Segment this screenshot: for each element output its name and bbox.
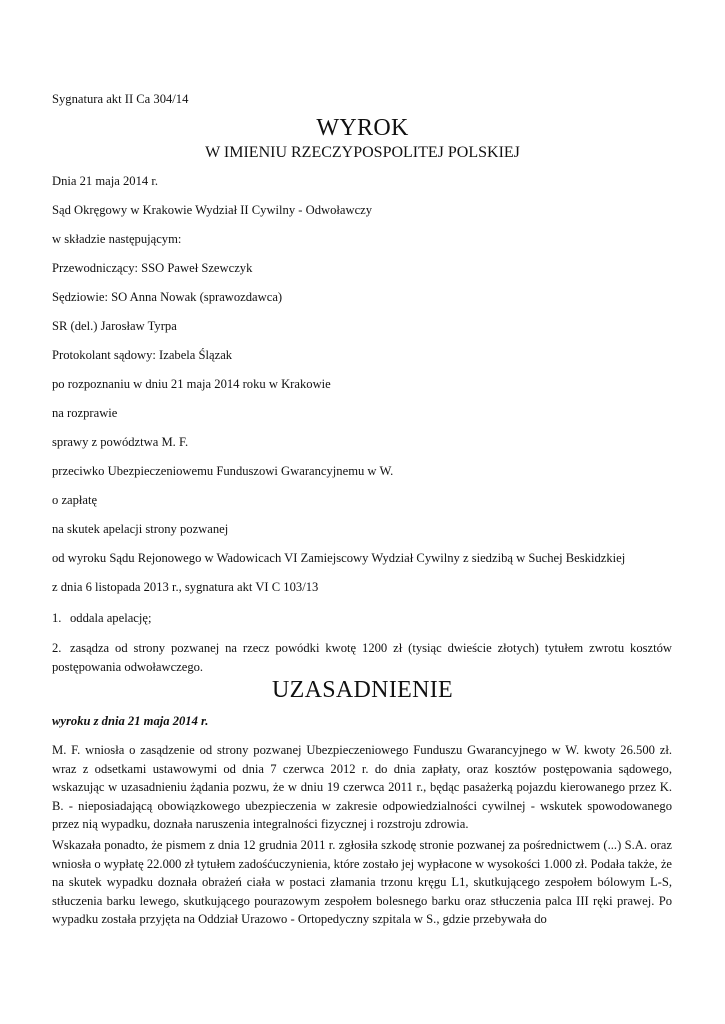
case-signature: Sygnatura akt II Ca 304/14 — [52, 92, 189, 106]
header-line: w składzie następującym: — [52, 232, 182, 246]
header-line: przeciwko Ubezpieczeniowemu Funduszowi Gwarancyjnemu w W. — [52, 464, 394, 478]
justification-paragraph: Wskazała ponadto, że pismem z dnia 12 grudnia 2011 r. zgłosiła szkodę stronie pozwanej za pośrednictwem (...) S.A. oraz wniosła o wypłatę 22.000 zł tytułem zadośćuczynienia, które zostało jej wypłacone w wysokości 1.000 zł. Podała także, że na skutek wypadku doznała obrażeń ciała w postaci złamania trzonu kręgu L1, skutkującego zespołem bólowym L-S, stłuczenia barku lewego, skutkującego pourazowym zespołem bolesnego barku oraz stłuczenia palca III ręki prawej. Po wypadku została przyjęta na Oddział Urazowo - Ortopedyczny szpitala w S., gdzie przebywała do — [52, 838, 672, 927]
justification-subtitle: wyroku z dnia 21 maja 2014 r. — [52, 714, 209, 728]
header-line: od wyroku Sądu Rejonowego w Wadowicach VI Zamiejscowy Wydział Cywilny z siedzibą w Suchej Beskidzkiej — [52, 551, 626, 565]
judgment-title: WYROK — [316, 115, 409, 141]
header-line: na rozprawie — [52, 406, 118, 420]
ruling-item — [52, 610, 151, 626]
justification-paragraph: M. F. wniosła o zasądzenie od strony pozwanej Ubezpieczeniowego Funduszu Gwarancyjnego w W. kwoty 26.500 zł. wraz z odsetkami ustawowymi od dnia 7 czerwca 2012 r. do dnia zapłaty, oraz kosztów postępowania sądowego, wskazując w uzasadnieniu żądania pozwu, że w dniu 19 czerwca 2011 r., będąc pasażerką pojazdu kierowanego przez K. B. - nieposiadającą obowiązkowego ubezpieczenia w zakresie odpowiedzialności cywilnej - wskutek spowodowanego przez nią wypadku, doznała naruszenia integralności fizycznej i rozstroju zdrowia. — [52, 743, 672, 832]
header-line: o zapłatę — [52, 493, 98, 507]
header-line: Protokolant sądowy: Izabela Ślązak — [52, 348, 233, 362]
ruling-text: oddala apelację; — [70, 611, 152, 625]
header-line: po rozpoznaniu w dniu 21 maja 2014 roku w Krakowie — [52, 377, 331, 391]
header-line: na skutek apelacji strony pozwanej — [52, 522, 229, 536]
ruling-number: 2. — [52, 641, 62, 655]
judgment-subtitle: W IMIENIU RZECZYPOSPOLITEJ POLSKIEJ — [205, 144, 520, 161]
header-line: Przewodniczący: SSO Paweł Szewczyk — [52, 261, 253, 275]
header-line: z dnia 6 listopada 2013 r., sygnatura akt VI C 103/13 — [52, 580, 319, 594]
header-line: sprawy z powództwa M. F. — [52, 435, 189, 449]
ruling-text: zasądza od strony pozwanej na rzecz powódki kwotę 1200 zł (tysiąc dwieście złotych) tytułem zwrotu kosztów postępowania odwoławczego. — [52, 641, 672, 674]
justification-title: UZASADNIENIE — [272, 677, 453, 703]
ruling-item — [52, 639, 672, 676]
header-line: SR (del.) Jarosław Tyrpa — [52, 319, 177, 333]
header-line: Sąd Okręgowy w Krakowie Wydział II Cywilny - Odwoławczy — [52, 203, 373, 217]
header-line: Sędziowie: SO Anna Nowak (sprawozdawca) — [52, 290, 283, 304]
header-line: Dnia 21 maja 2014 r. — [52, 174, 158, 188]
ruling-number: 1. — [52, 611, 62, 625]
